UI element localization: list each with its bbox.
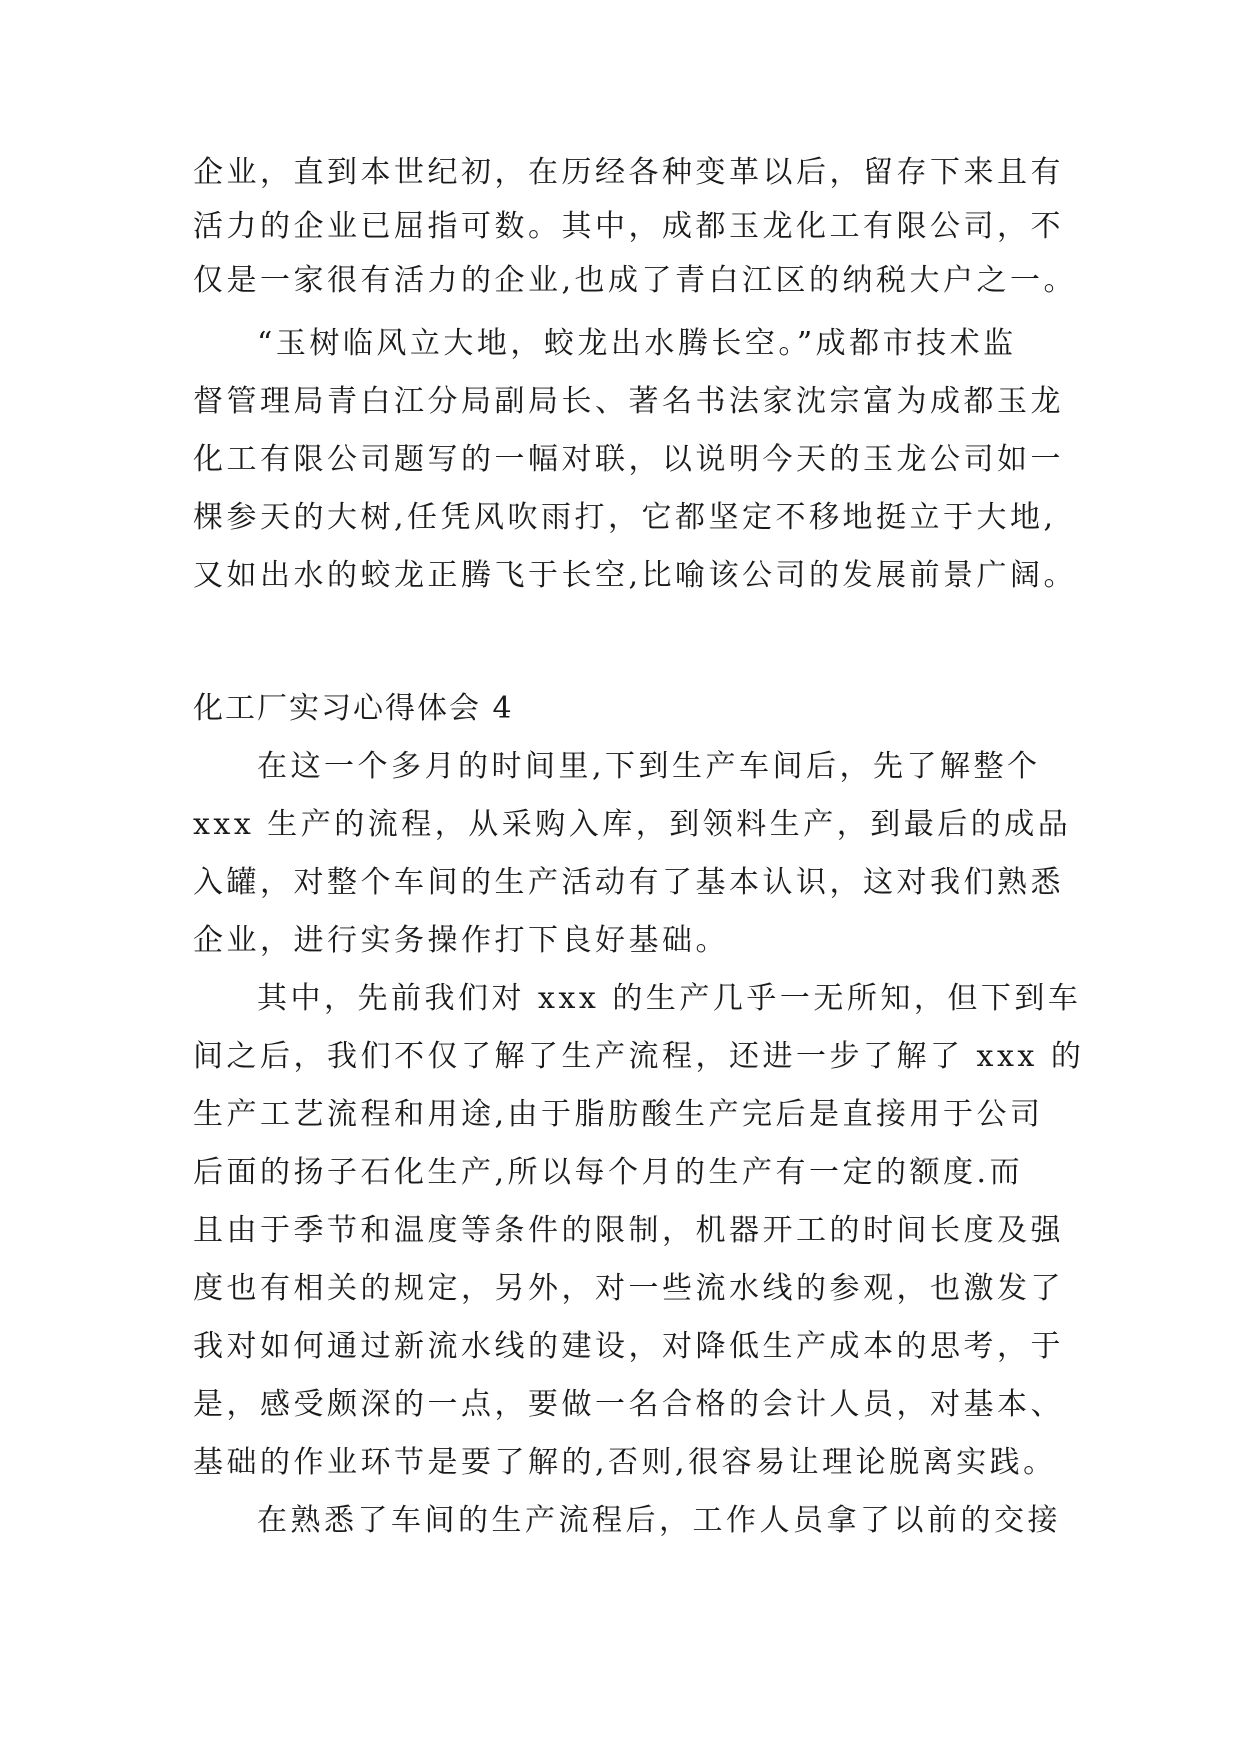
paragraph-line: xxx 生产的流程，从采购入库，到领料生产，到最后的成品 [193,807,1072,842]
paragraph-line: 化工有限公司题写的一幅对联，以说明今天的玉龙公司如一 [193,442,1064,477]
paragraph-line: 度也有相关的规定，另外，对一些流水线的参观，也激发了 [193,1271,1064,1306]
paragraph-line: 是，感受颇深的一点，要做一名合格的会计人员，对基本、 [193,1387,1064,1422]
paragraph-line: 在熟悉了车间的生产流程后，工作人员拿了以前的交接 [257,1503,1061,1538]
paragraph-line: 督管理局青白江分局副局长、著名书法家沈宗富为成都玉龙 [193,384,1064,419]
paragraph-line: 其中，先前我们对 xxx 的生产几乎一无所知，但下到车 [257,981,1082,1016]
paragraph-line: 基础的作业环节是要了解的,否则,很容易让理论脱离实践。 [193,1445,1057,1480]
paragraph-line: 企业，直到本世纪初，在历经各种变革以后，留存下来且有 [193,155,1064,190]
paragraph-line: 后面的扬子石化生产,所以每个月的生产有一定的额度.而 [193,1155,1024,1190]
paragraph-line: 又如出水的蛟龙正腾飞于长空,比喻该公司的发展前景广阔。 [193,558,1078,593]
paragraph-line: 且由于季节和温度等条件的限制，机器开工的时间长度及强 [193,1213,1064,1248]
paragraph-line: 仅是一家很有活力的企业,也成了青白江区的纳税大户之一。 [193,263,1078,298]
paragraph-line: 企业，进行实务操作打下良好基础。 [193,923,729,958]
paragraph-line: 在这一个多月的时间里,下到生产车间后，先了解整个 [257,749,1041,784]
paragraph-line: 生产工艺流程和用途,由于脂肪酸生产完后是直接用于公司 [193,1097,1044,1132]
paragraph-line: 我对如何通过新流水线的建设，对降低生产成本的思考，于 [193,1329,1064,1364]
paragraph-line: 入罐，对整个车间的生产活动有了基本认识，这对我们熟悉 [193,865,1064,900]
paragraph-line: 活力的企业已屈指可数。其中，成都玉龙化工有限公司，不 [193,209,1064,244]
section-heading: 化工厂实习心得体会 4 [193,691,514,726]
paragraph-line: “玉树临风立大地，蛟龙出水腾长空。”成都市技术监 [257,326,1017,361]
paragraph-line: 间之后，我们不仅了解了生产流程，还进一步了解了 xxx 的 [193,1039,1085,1074]
paragraph-line: 棵参天的大树,任凭风吹雨打，它都坚定不移地挺立于大地, [193,500,1057,535]
